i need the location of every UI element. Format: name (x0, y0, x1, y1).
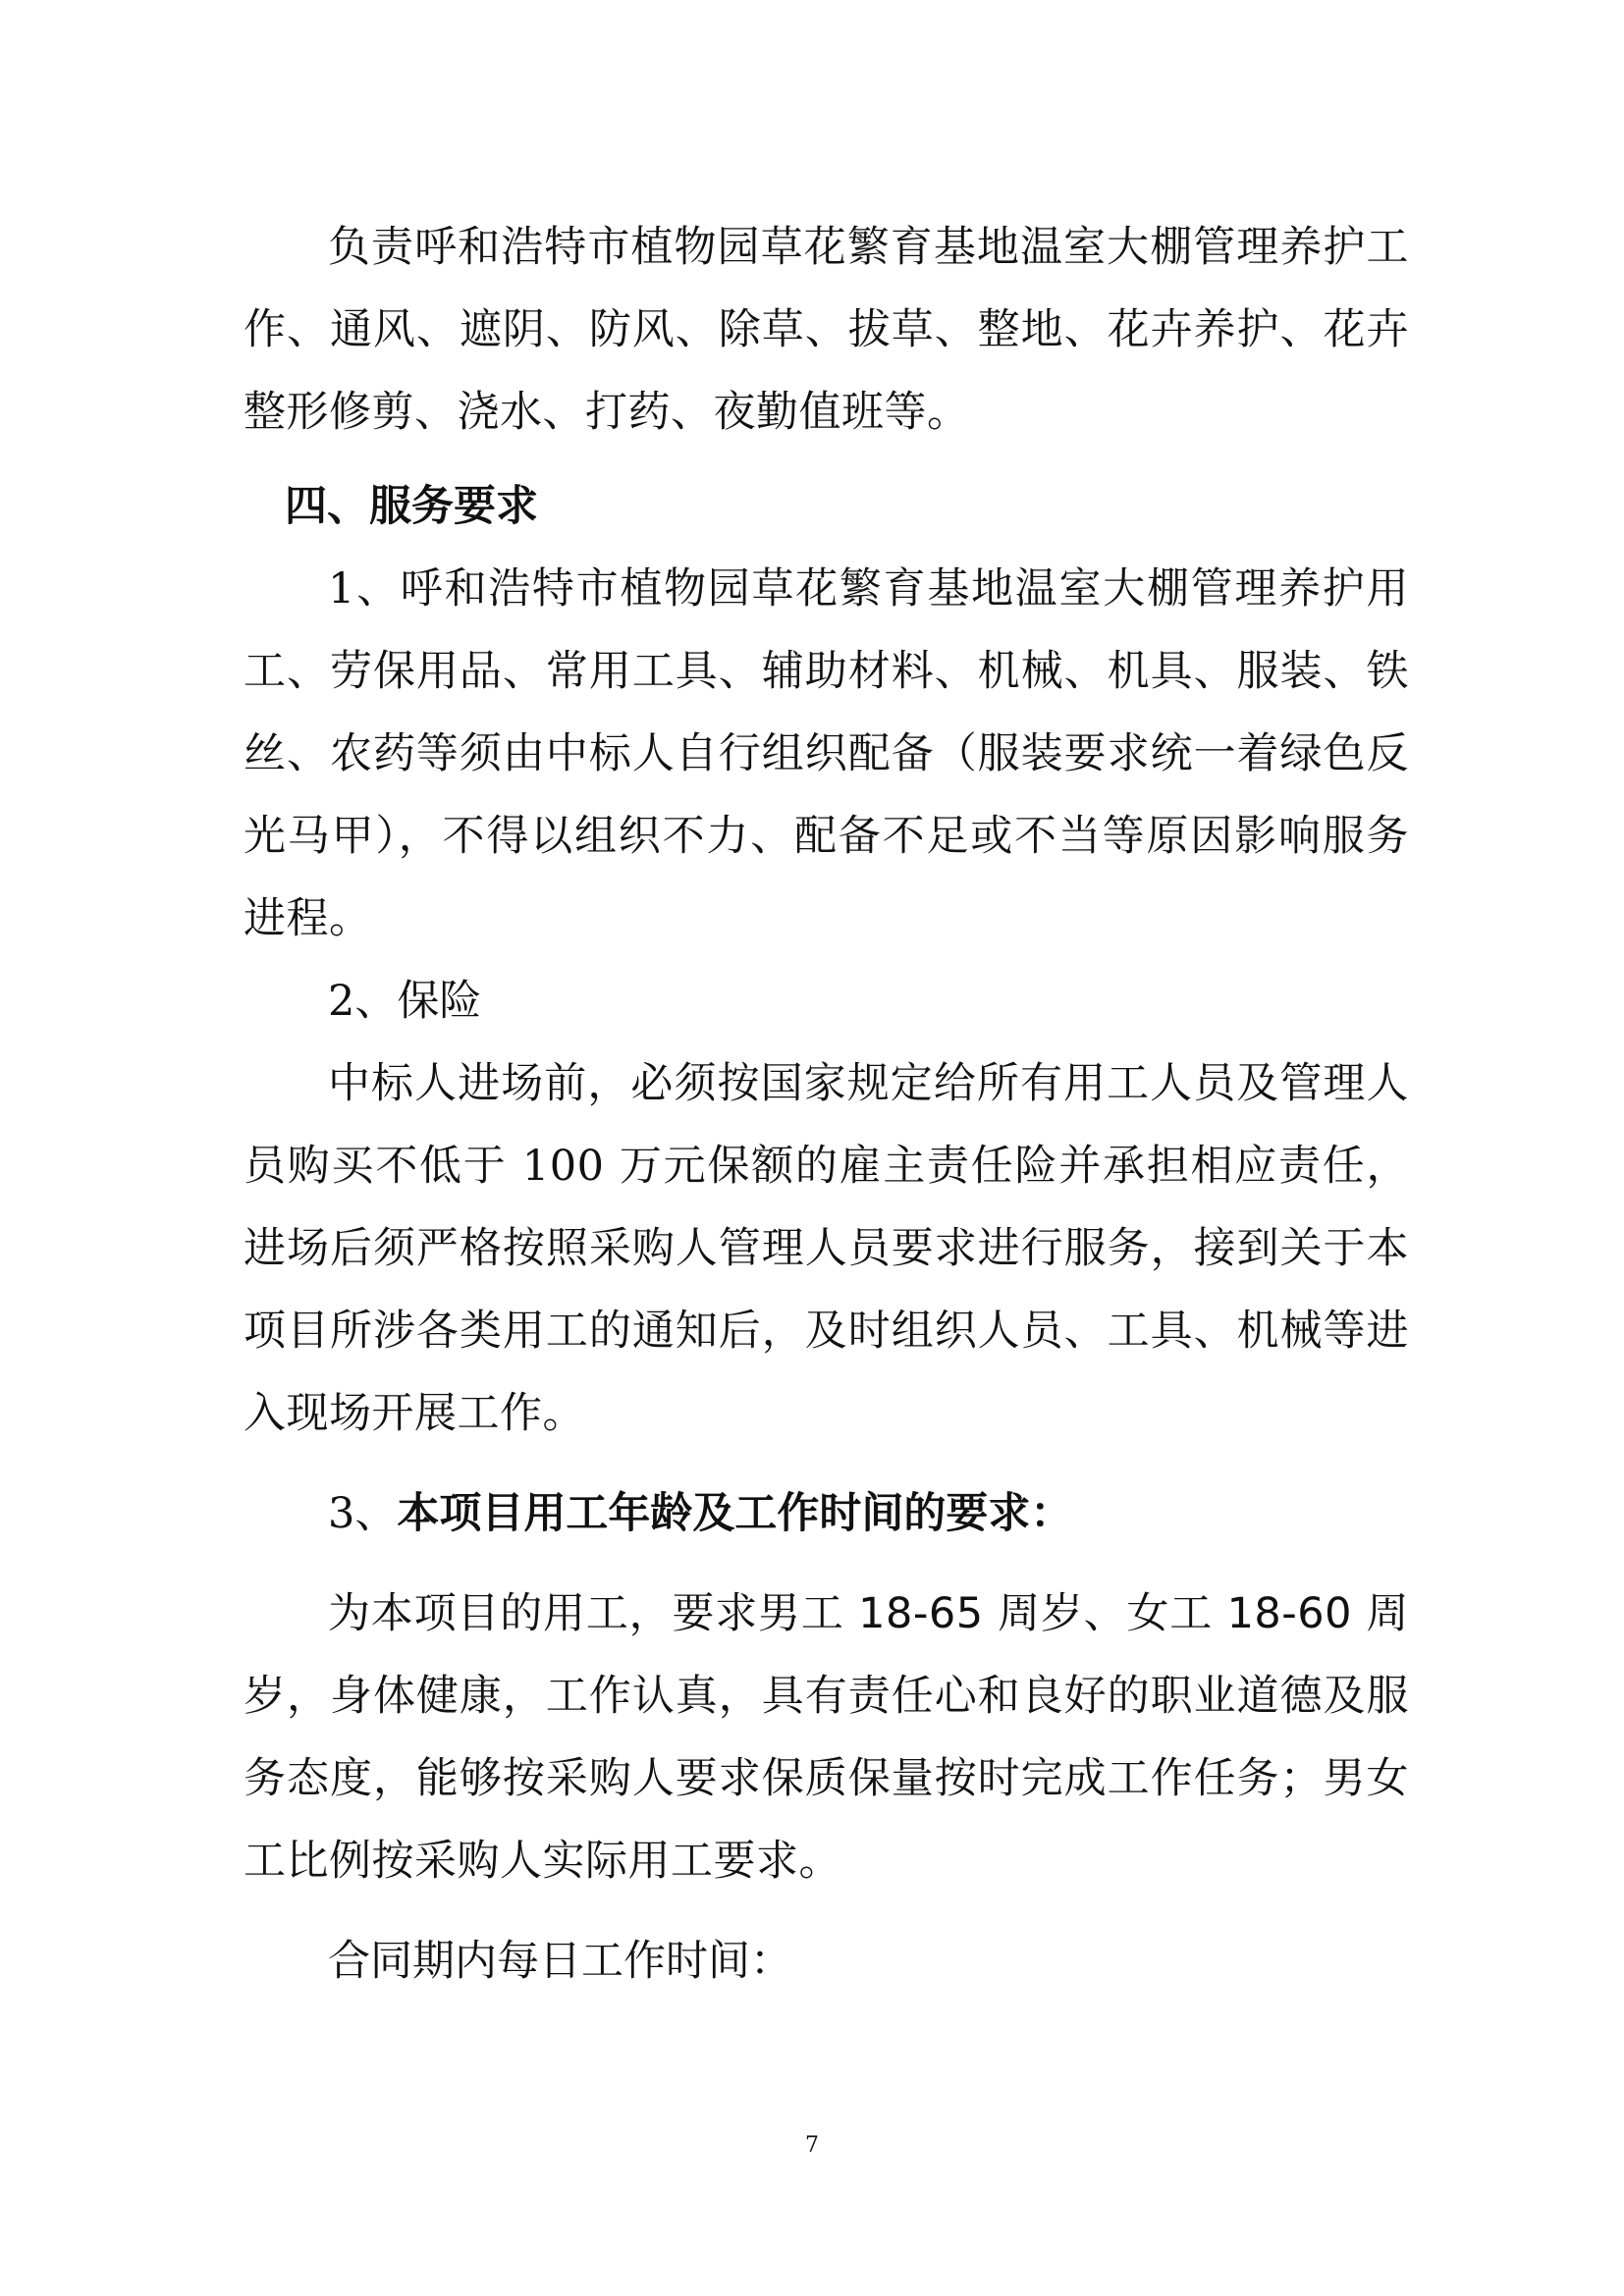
item-1-paragraph: 1、呼和浩特市植物园草花繁育基地温室大棚管理养护用工、劳保用品、常用工具、辅助材料、机械、机具、服装、铁丝、农药等须由中标人自行组织配备（服装要求统一着绿色反光马甲），不得以组织不力、配备不足或不当等原因影响服务进程。 (244, 564, 1409, 943)
item-3-title (244, 1472, 1409, 1555)
item-3-prefix: 3、 (328, 1489, 398, 1538)
item-2-title: 2、保险 (328, 977, 482, 1026)
item-3-paragraph: 为本项目的用工，要求男工 18-65 周岁、女工 18-60 周岁，身体健康，工作认真，具有责任心和良好的职业道德及服务态度，能够按采购人要求保质保量按时完成工作任务；男女工比例按采购人实际用工要求。 (244, 1589, 1409, 1886)
item-3-title-text: 本项目用工年龄及工作时间的要求： (397, 1489, 1073, 1538)
page-body (244, 206, 1409, 2002)
page-number: 7 (805, 2133, 819, 2158)
work-time-label: 合同期内每日工作时间： (328, 1937, 792, 1986)
intro-paragraph: 负责呼和浩特市植物园草花繁育基地温室大棚管理养护工作、通风、遮阴、防风、除草、拔草、整地、花卉养护、花卉整形修剪、浇水、打药、夜勤值班等。 (244, 223, 1409, 437)
section-heading: 四、服务要求 (285, 482, 538, 531)
item-2-paragraph: 中标人进场前，必须按国家规定给所有用工人员及管理人员购买不低于 100 万元保额的雇主责任险并承担相应责任，进场后须严格按照采购人管理人员要求进行服务，接到关于本项目所涉各类用工的通知后，及时组织人员、工具、机械等进入现场开展工作。 (244, 1059, 1409, 1438)
